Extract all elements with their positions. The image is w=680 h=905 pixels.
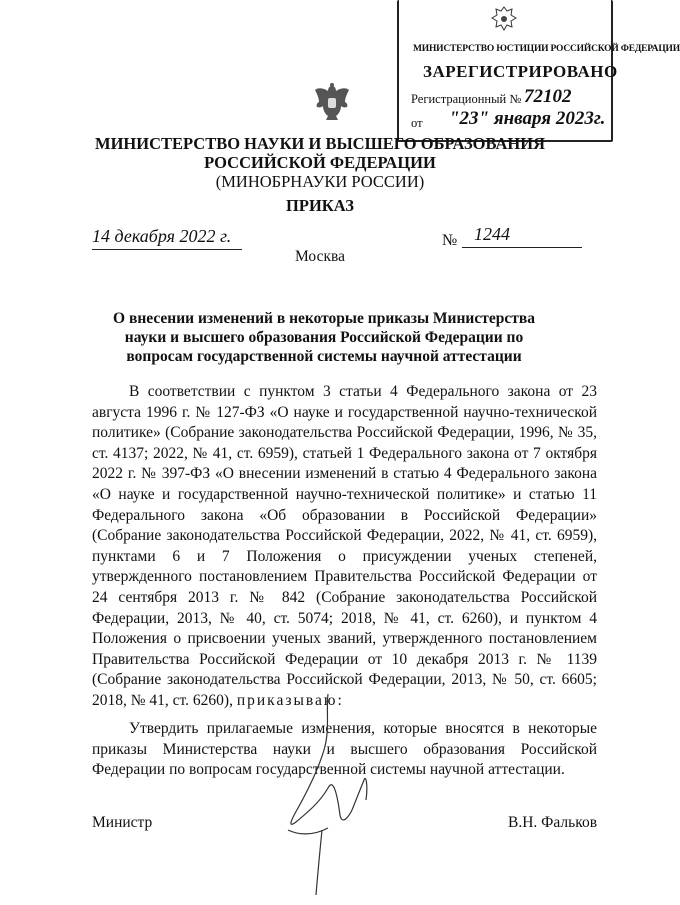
stamp-reg-label: Регистрационный № bbox=[411, 92, 522, 106]
handwritten-signature bbox=[268, 690, 398, 900]
signer-name: В.Н. Фальков bbox=[508, 814, 598, 831]
coat-of-arms-icon bbox=[312, 82, 352, 124]
ministry-name-line2: РОССИЙСКОЙ ФЕДЕРАЦИИ bbox=[204, 153, 436, 172]
signer-position: Министр bbox=[92, 814, 153, 831]
document-type: ПРИКАЗ bbox=[286, 196, 354, 215]
body-paragraph-1-text: В соответствии с пунктом 3 статьи 4 Федерального закона от 23 августа 1996 г. № 127-ФЗ «О науке и государственной научно-технической политике» (Собрание законодательства Российской Федерации, 1996, № 35, ст. 4137; 2022, № 41, ст. 6959), статьей 1 Федерального закона от 7 октября 2022 г. № 397-ФЗ «О внесении изменений в статью 4 Федерального закона «О науке и государственной научно-технической политике» и статью 11 Федерального закона «Об образовании в Российской Федерации» (Собрание законодательства Российской Федерации, 2022, № 41, ст. 6959), пунктами 6 и 7 Положения о присуждении ученых степеней, утвержденного постановлением Правительства Российской Федерации от 24 сентября 2013 г. № 842 (Собрание законодательства Российской Федерации, 2013, № 40, ст. 5074; 2018, № 41, ст. 6260), и пунктом 4 Положения о присвоении ученых званий, утвержденного постановлением Правительства Российской Федерации от 10 декабря 2013 г. № 1139 (Собрание законодательства Российской Федерации, 2013, № 50, ст. 6605; 2018, № 41, ст. 6260), bbox=[92, 383, 597, 709]
stamp-emblem-icon bbox=[489, 4, 519, 34]
registration-stamp bbox=[397, 0, 680, 142]
stamp-from-label: от bbox=[411, 116, 423, 130]
ministry-short-name: (МИНОБРНАУКИ РОССИИ) bbox=[215, 172, 425, 191]
order-date: 14 декабря 2022 г. bbox=[92, 226, 232, 246]
stamp-reg-date: "23" января 2023г. bbox=[449, 108, 606, 129]
body-paragraph-1 bbox=[92, 382, 597, 712]
order-word: приказываю: bbox=[236, 691, 344, 709]
order-subject: О внесении изменений в некоторые приказы Министерства науки и высшего образования Российской Федерации по вопросам государственной системы научной аттестации bbox=[113, 310, 535, 365]
city: Москва bbox=[295, 248, 345, 265]
stamp-title: ЗАРЕГИСТРИРОВАНО bbox=[423, 62, 618, 81]
ministry-name-line1: МИНИСТЕРСТВО НАУКИ И ВЫСШЕГО ОБРАЗОВАНИЯ bbox=[95, 134, 545, 153]
stamp-ministry: МИНИСТЕРСТВО ЮСТИЦИИ РОССИЙСКОЙ ФЕДЕРАЦИИ bbox=[413, 44, 680, 54]
stamp-reg-number: 72102 bbox=[524, 86, 572, 107]
number-label: № bbox=[442, 232, 458, 249]
order-number: 1244 bbox=[474, 224, 510, 244]
body-paragraph-2: Утвердить прилагаемые изменения, которые вносятся в некоторые приказы Министерства науки и высшего образования Российской Федерации по вопросам государственной системы научной аттестации. bbox=[92, 720, 597, 779]
